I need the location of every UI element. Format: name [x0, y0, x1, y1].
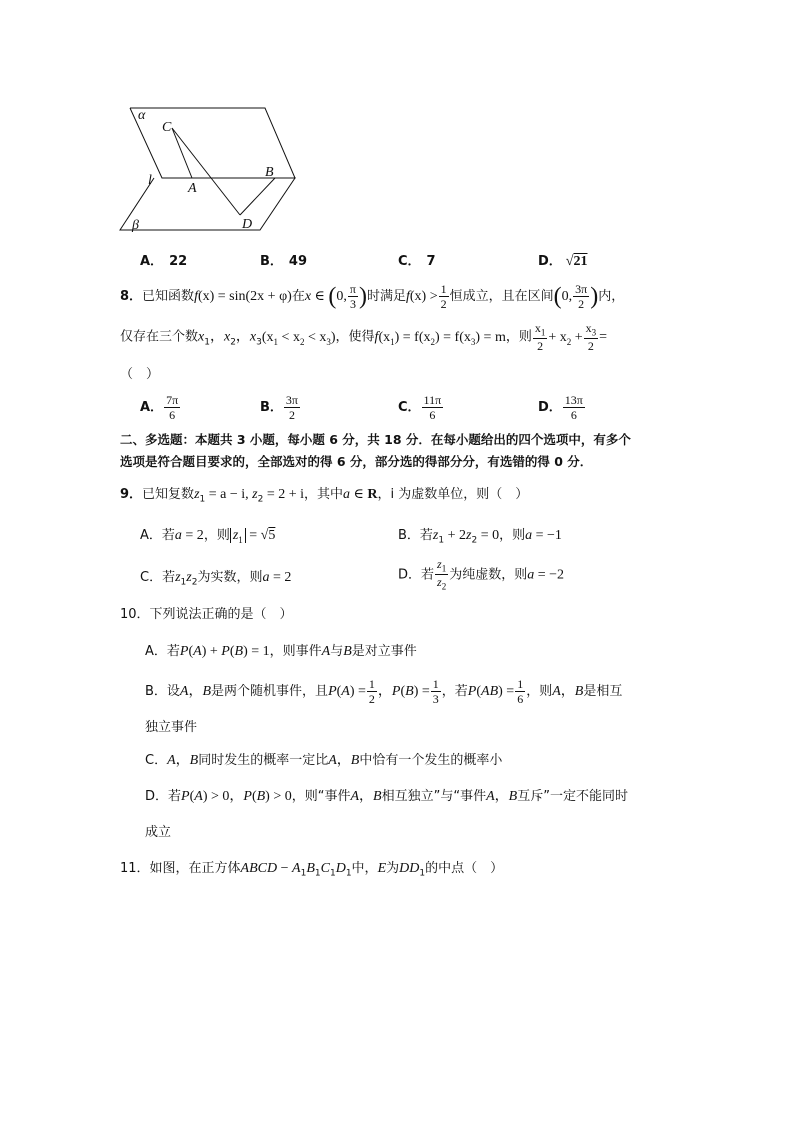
q10-option-d-line2: 成立: [145, 825, 172, 840]
q7-option-b: B． 49: [260, 254, 308, 269]
q8-answer-bracket: （ ）: [120, 367, 160, 382]
segment-ca: [172, 128, 192, 178]
plane-beta: [120, 178, 295, 230]
geometry-figure: [110, 100, 310, 240]
q9-option-b: B．若$z_1 + 2z_2 = 0$，则a = −1: [398, 528, 562, 546]
q10-option-a: A．若P(A) + P(B) = 1，则事件A与B是对立事件: [145, 644, 417, 659]
q9-option-a: A．若a = 2，则 $z_1 = √5$: [140, 528, 276, 545]
q9-option-d: D．若 $\frac{z_1}{z_2}$ 为纯虚数，则a = −2: [398, 557, 564, 592]
label-alpha: α: [138, 108, 146, 123]
q7-option-c: C． 7: [398, 254, 436, 269]
q8-option-b: B． $\frac{3\pi}{2}$: [260, 393, 298, 422]
q10-option-b-line2: 独立事件: [145, 720, 198, 735]
q8-option-d: D． $\frac{13\pi}{6}$: [538, 393, 583, 422]
q9-stem: 9．已知复数$z_1 = a - i$, $z_2 = 2 + i$，其中a ∈ R，i 为虚数单位，则（ ）: [120, 487, 529, 505]
q10-option-b-line1: B．设A，B是两个随机事件，且P(A) = $\frac{1}{2}$ ，P(B) = $\frac{1}{3}$ ，若P(AB) = $\frac{1}{6}$ ，则A，B是相互: [145, 677, 623, 706]
q9-option-c: C．若$z_1z_2$为实数，则a = 2: [140, 570, 292, 588]
q7-option-d: D． √21: [538, 254, 588, 269]
q8-option-a: A． $\frac{7\pi}{6}$: [140, 393, 179, 422]
q11-stem: 11．如图，在正方体ABCD − $A_1B_1C_1D_1$中，E为$DD_1$的中点（ ）: [120, 861, 504, 879]
q8-option-c: C． $\frac{11\pi}{6}$: [398, 393, 442, 422]
segment-cd: [172, 128, 240, 215]
label-d: D: [242, 217, 253, 232]
section2-heading-line1: 二、多选题：本题共 3 小题，每小题 6 分，共 18 分．在每小题给出的四个选项中，有多个: [120, 432, 631, 447]
q10-stem: 10．下列说法正确的是（ ）: [120, 607, 293, 622]
label-a: A: [188, 181, 197, 196]
label-l: l: [148, 173, 152, 188]
label-beta: β: [132, 218, 139, 233]
q10-option-c: C．A，B同时发生的概率一定比A，B中恰有一个发生的概率小: [145, 753, 503, 768]
section2-heading-line2: 选项是符合题目要求的，全部选对的得 6 分，部分选的得部分分，有选错的得 0 分．: [120, 454, 593, 469]
label-b: B: [265, 165, 274, 180]
q7-option-a: A． 22: [140, 254, 188, 269]
label-c: C: [162, 120, 172, 135]
q8-stem-line2: 仅存在三个数$x_1$，$x_2$，$x_3(x_1 < x_2 < x_3)$，使得$f(x_1) = f(x_2) = f(x_3) = m$，则 $\frac{x_1}{2}$ + $x_2$ + $\frac{x_3}{2}$ =: [120, 321, 608, 354]
segment-bd: [240, 178, 275, 215]
q8-stem-line1: 8．已知函数f(x) = sin(2x + φ)在x ∈ (0, $\frac{\pi}{3}$ )时满足f(x) > $\frac{1}{2}$ 恒成立，且在区间(0, $\frac{3\pi}{2}$ )内，: [120, 282, 625, 311]
q10-option-d-line1: D．若P(A) > 0，P(B) > 0，则“事件A，B相互独立”与“事件A，B互斥”一定不能同时: [145, 789, 628, 804]
